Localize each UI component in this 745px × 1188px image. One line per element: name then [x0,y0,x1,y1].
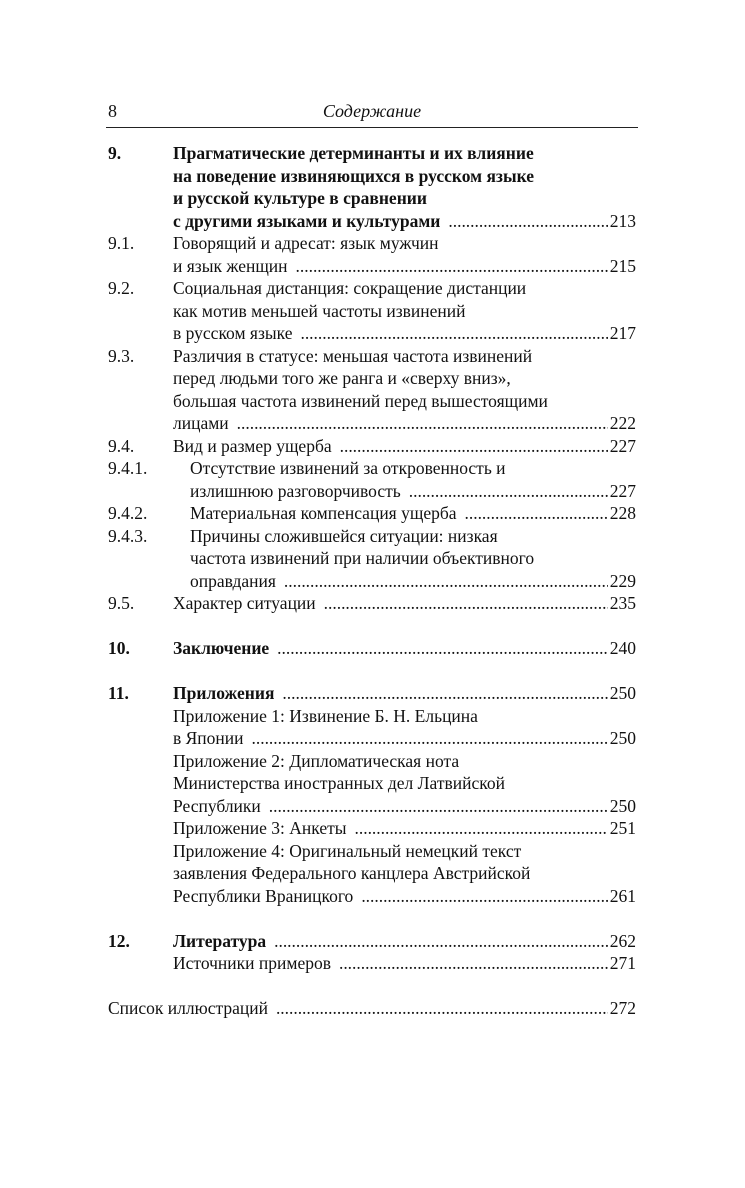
entry-page-number: 240 [609,638,636,658]
leader-dots [282,682,607,705]
entry-title-line: и русской культуре в сравнении [173,188,427,208]
leader-dots [274,930,608,953]
page-number: 8 [108,101,117,121]
entry-title-line: и язык женщин [173,255,288,276]
leader-dots [277,637,608,660]
entry-title-line: в русском языке [173,323,293,343]
entry-page-number: 222 [609,413,636,433]
leader-dots [296,255,608,278]
leader-dots [324,592,608,615]
header-rule [106,127,638,128]
entry-number: 9.2. [108,278,135,298]
toc-entry[interactable] [108,457,636,502]
entry-title-line: Приложения [173,683,275,703]
toc-entry[interactable] [108,525,636,593]
entry-number: 10. [108,638,130,658]
entry-title-line: Приложение 2: Дипломатическая нота [173,750,460,771]
running-header [108,101,636,125]
entry-title-line: на поведение извиняющихся в русском языке [173,165,535,186]
toc-entry[interactable] [108,997,636,1020]
leader-dots [361,885,607,908]
entry-title-line: Министерства иностранных дел Латвийской [173,773,505,793]
entry-title-line: Вид и размер ущерба [173,435,332,456]
entry-number [108,952,173,975]
entry-page-number: 215 [609,255,636,276]
leader-dots [448,210,607,233]
toc-entry[interactable] [108,592,636,615]
entry-title-line: как мотив меньшей частоты извинений [173,300,466,321]
toc-entry[interactable] [108,817,636,840]
entry-title-line: Говорящий и адресат: язык мужчин [173,233,439,253]
entry-number: 9.4.3. [108,525,148,546]
toc-entry[interactable] [108,142,636,232]
entry-number: 9.5. [108,593,135,613]
entry-number: 9.4.1. [108,458,148,478]
entry-page-number: 271 [609,953,636,973]
entry-page-number: 217 [609,323,636,343]
entry-title-line: Республики [173,795,261,816]
entry-title-line: Различия в статусе: меньшая частота извинений [173,345,533,366]
entry-title-line: Приложение 4: Оригинальный немецкий текст [173,840,522,861]
entry-number [108,817,173,840]
entry-page-number: 227 [609,480,636,501]
running-title: Содержание [322,101,422,121]
leader-dots [340,435,608,458]
entry-title-line: Приложение 1: Извинение Б. Н. Ельцина [173,705,478,726]
entry-title-line: Материальная компенсация ущерба [190,503,457,523]
toc-entry[interactable] [108,930,636,953]
toc-entry[interactable] [108,682,636,705]
entry-title-line: с другими языками и культурами [173,210,441,231]
leader-dots [276,997,608,1020]
toc-entry[interactable] [108,277,636,345]
entry-title-line: Литература [173,930,267,951]
toc-entry[interactable] [108,750,636,818]
entry-title-line: Характер ситуации [173,593,316,613]
entry-title-line: в Японии [173,728,244,748]
leader-dots [300,322,607,345]
entry-title-line: Источники примеров [173,953,331,973]
entry-page-number: 213 [609,210,636,231]
entry-title-line: Прагматические детерминанты и их влияние [173,143,534,163]
leader-dots [339,952,608,975]
entry-number: 9. [108,143,122,163]
entry-page-number: 251 [609,818,636,838]
entry-title-line: Социальная дистанция: сокращение дистанции [173,278,527,298]
entry-page-number: 262 [609,930,636,951]
leader-dots [409,480,608,503]
entry-number: 12. [108,930,130,951]
entry-page-number: 272 [609,998,636,1018]
table-of-contents [108,142,636,1020]
toc-entry[interactable] [108,232,636,277]
entry-page-number: 261 [609,885,636,906]
entry-page-number: 250 [609,795,636,816]
entry-page-number: 250 [609,728,636,748]
toc-entry[interactable] [108,840,636,908]
entry-title-line: оправдания [190,570,276,591]
entry-page-number: 250 [609,683,636,703]
entry-number: 9.4.2. [108,503,148,523]
entry-number: 11. [108,683,129,703]
leader-dots [284,570,608,593]
leader-dots [252,727,608,750]
entry-title-line: Отсутствие извинений за откровенность и [190,458,506,478]
entry-number [108,840,173,908]
toc-entry[interactable] [108,637,636,660]
toc-entry[interactable] [108,705,636,750]
entry-title-line: лицами [173,413,229,433]
entry-page-number: 227 [609,435,636,456]
entry-title-line: Республики Враницкого [173,885,354,906]
leader-dots [465,502,608,525]
entry-title-line: частота извинений при наличии объективного [190,548,535,568]
leader-dots [269,795,608,818]
leader-dots [237,412,608,435]
entry-page-number: 228 [609,503,636,523]
entry-title-line: заявления Федерального канцлера Австрийской [173,863,531,883]
entry-title-line: перед людьми того же ранга и «сверху вниз», [173,368,511,388]
entry-title-line: большая частота извинений перед вышестоящими [173,390,548,411]
entry-number: 9.3. [108,345,135,366]
toc-entry[interactable] [108,435,636,458]
entry-title-line: Причины сложившейся ситуации: низкая [190,525,498,546]
toc-entry[interactable] [108,502,636,525]
entry-number: 9.4. [108,435,135,456]
entry-number: 9.1. [108,233,135,253]
entry-title-line: Заключение [173,638,270,658]
entry-number [108,750,173,818]
entry-page-number: 229 [609,570,636,591]
entry-title-line: Список иллюстраций [108,998,268,1018]
toc-entry[interactable] [108,345,636,435]
entry-title-line: излишнюю разговорчивость [190,480,401,501]
entry-title-line: Приложение 3: Анкеты [173,818,347,838]
entry-page-number: 235 [609,593,636,613]
entry-number [108,705,173,750]
toc-entry[interactable] [108,952,636,975]
leader-dots [355,817,608,840]
